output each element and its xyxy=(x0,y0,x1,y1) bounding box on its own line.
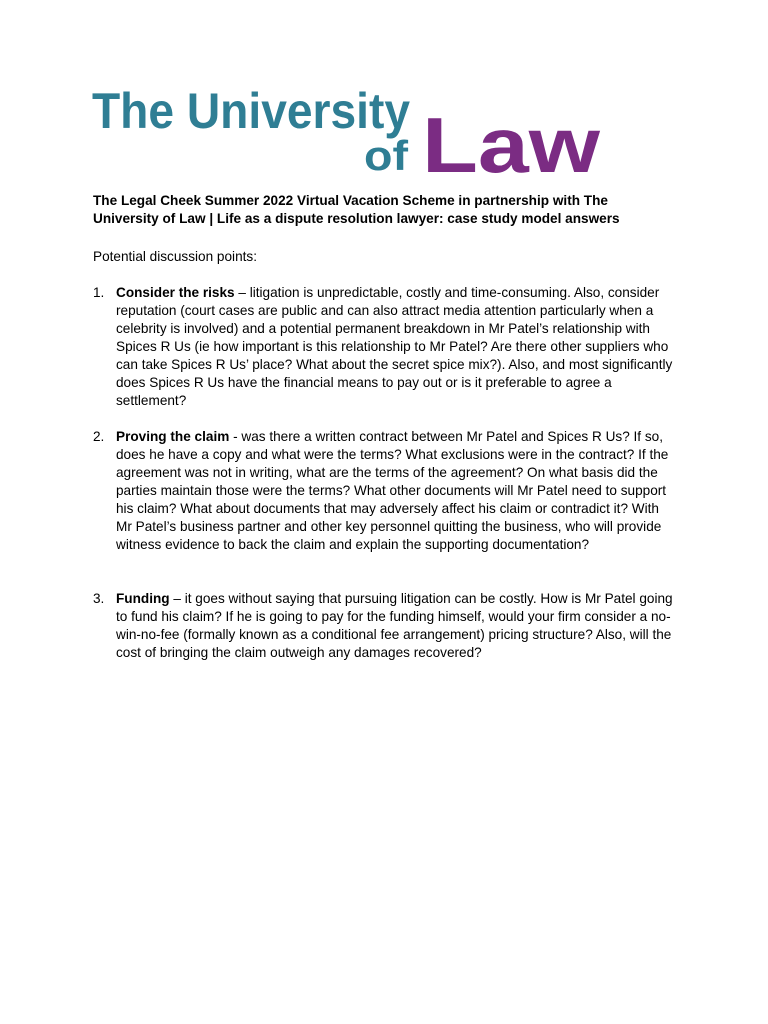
document-heading: The Legal Cheek Summer 2022 Virtual Vacation Scheme in partnership with The University of Law | Life as a dispute resolution lawyer: case study model answers xyxy=(93,193,620,226)
intro-text: Potential discussion points: xyxy=(93,249,257,264)
logo-law: Law xyxy=(422,101,601,182)
list-item-lead: Funding xyxy=(116,591,170,606)
list-item-lead: Proving the claim xyxy=(116,429,230,444)
list-item-body: – it goes without saying that pursuing litigation can be costly. How is Mr Patel going to fund his claim? If he is going to pay for the funding himself, would your firm consider a no-win-no-fee (formally known as a conditional fee arrangement) pricing structure? Also, will the cost of bringing the claim outweigh any damages recovered? xyxy=(116,591,673,660)
list-item-lead: Consider the risks xyxy=(116,285,235,300)
university-of-law-logo xyxy=(92,86,612,182)
list-number: 2. xyxy=(93,429,105,444)
list-number: 3. xyxy=(93,591,105,606)
list-item-body: - was there a written contract between Mr Patel and Spices R Us? If so, does he have a copy and what were the terms? What exclusions were in the contract? If the agreement was not in writing, what are the terms of the agreement? On what basis did the parties maintain those were the terms? What other documents will Mr Patel need to support his claim? What about documents that may adversely affect his claim or contradict it? With Mr Patel’s business partner and other key personnel quitting the business, who will provide witness evidence to back the claim and explain the supporting documentation? xyxy=(116,429,669,552)
list-item xyxy=(93,428,673,554)
list-item-text xyxy=(116,284,673,410)
list-item-body: – litigation is unpredictable, costly and time-consuming. Also, consider reputation (court cases are public and can also attract media attention particularly when a celebrity is involved) and a potential permanent breakdown in Mr Patel’s relationship with Spices R Us (ie how important is this relationship to Mr Patel? Are there other suppliers who can take Spices R Us’ place? What about the secret spice mix?). Also, and most significantly does Spices R Us have the financial means to pay out or is it preferable to agree a settlement? xyxy=(116,285,673,408)
logo-line-1: The University xyxy=(92,86,411,139)
list-item xyxy=(93,590,673,662)
logo-graphic xyxy=(92,86,612,182)
document-body xyxy=(93,192,673,662)
list-item-text xyxy=(116,428,673,554)
list-item xyxy=(93,284,673,410)
logo-of: of xyxy=(364,132,410,179)
list-number: 1. xyxy=(93,285,105,300)
list-item-text xyxy=(116,590,673,662)
